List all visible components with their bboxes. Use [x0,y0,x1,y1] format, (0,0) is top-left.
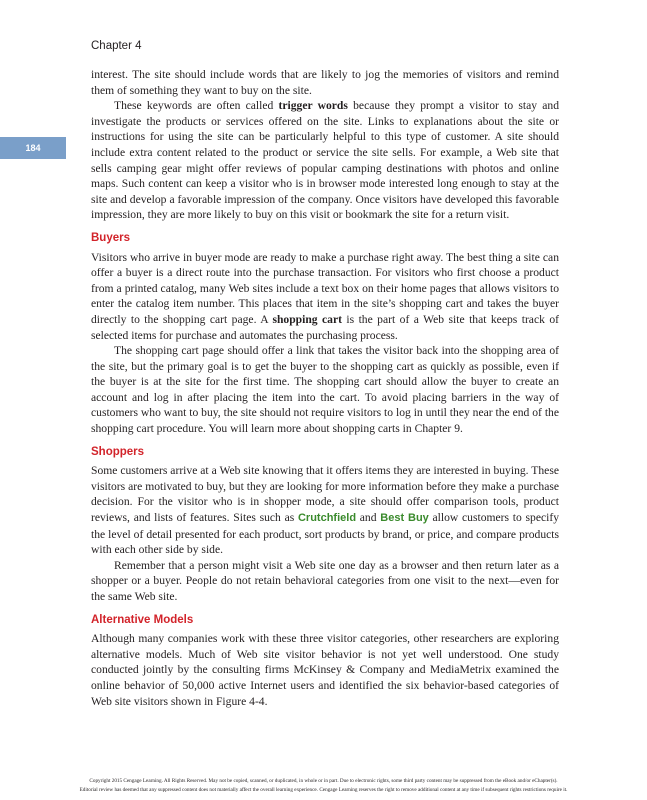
section-heading-alternative-models: Alternative Models [91,613,194,626]
editorial-notice: Editorial review has deemed that any suppressed content does not materially affect the overall learning experience. Cengage Learning reserves the right to remove additional content at any time if subsequent rights restrictions require it. [79,787,568,793]
paragraph: Although many companies work with these three visitor categories, other researchers are exploring alternative models. Much of Web site visitor behavior is not yet well understood. One study conducted jointly by the consulting firms McKinsey & Company and MediaMetrix examined the online behavior of 50,000 active Internet users and identified the six behavior-based categories of Web site visitors shown in Figure 4-4. [91,632,559,708]
body-text [91,67,559,709]
paragraph: interest. The site should include words that are likely to jog the memories of visitors and remind them of something they want to buy on the site. [91,68,559,97]
paragraph: Visitors who arrive in buyer mode are ready to make a purchase right away. The best thing a site can offer a buyer is a direct route into the purchase transaction. For visitors who first choose a product from a printed catalog, many Web sites include a text box on their home pages that allows visitors to enter the catalog item number. This places that item in the site’s shopping cart and takes the buyer directly to the shopping cart page. A shopping cart is the part of a Web site that keeps track of selected items for purchase and automates the purchasing process. [91,250,559,342]
chapter-label: Chapter 4 [91,40,142,52]
paragraph: Remember that a person might visit a Web site one day as a browser and then return later as a shopper or a buyer. People do not retain behavioral categories from one visit to the next—even for the same Web site. [91,558,559,603]
crutchfield-link[interactable]: Crutchfield [297,512,357,525]
paragraph: These keywords are often called trigger words because they prompt a visitor to stay and investigate the products or services offered on the site. Links to explanations about the site or instructions for using the site can be particularly helpful to this type of customer. A site should include extra content related to the product or service the site sells. For example, a Web site that sells camping gear might offer reviews of popular camping destinations with photos and online maps. Such content can keep a visitor who is in browser mode interested long enough to stay at the site and develop a favorable impression of the company. Once visitors have developed this favorable impression, they are more likely to buy on this visit or bookmark the site for a return visit. [91,99,559,222]
paragraph: Some customers arrive at a Web site knowing that it offers items they are interested in buying. These visitors are motivated to buy, but they are looking for more information before they make a purchase decision. For the visitor who is in shopper mode, a site should offer comparison tools, product reviews, and lists of features. Sites such as Crutchfield and Best Buy allow customers to specify the level of detail presented for each product, sort products by brand, or price, and compare products with each other side by side. [91,464,560,557]
section-heading-buyers: Buyers [91,231,130,244]
paragraph: The shopping cart page should offer a link that takes the visitor back into the shopping area of the site, but the primary goal is to get the buyer to the shopping cart as quickly as possible, even if the buyer is at the site for the first time. The shopping cart should allow the buyer to create an account and log in after placing the item into the cart. To avoid placing barriers in the way of customers who want to buy, the site should not require visitors to log in until they near the end of the shopping cart procedure. You will learn more about shopping carts in Chapter 9. [91,344,559,436]
key-term: shopping cart [272,312,342,326]
best-buy-link[interactable]: Best Buy [380,512,429,525]
copyright-notice: Copyright 2015 Cengage Learning. All Rights Reserved. May not be copied, scanned, or duplicated, in whole or in part. Due to electronic rights, some third party content may be suppressed from the eBook and/or eChapter(s). [89,778,558,784]
section-heading-shoppers: Shoppers [91,445,145,458]
key-term: trigger words [278,99,348,113]
page-number-tab: 184 [0,137,66,159]
